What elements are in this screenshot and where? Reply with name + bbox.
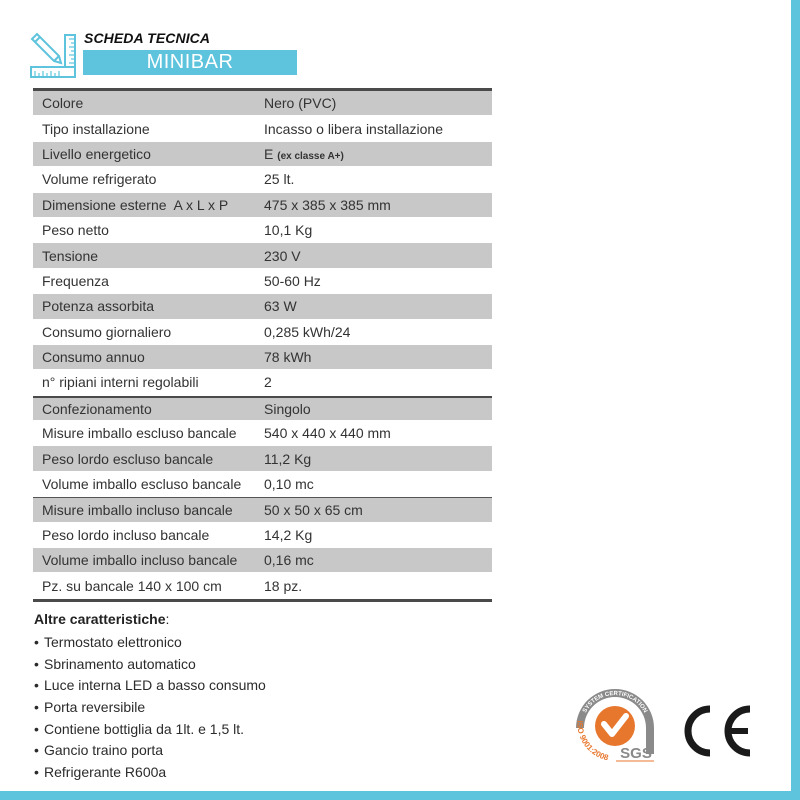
spec-label: Volume imballo escluso bancale xyxy=(42,476,242,493)
spec-label: Livello energetico xyxy=(42,145,151,162)
feature-text: Porta reversibile xyxy=(44,699,146,716)
spec-row-misure-imballo-escluso xyxy=(33,421,492,446)
spec-value: 475 x 385 x 385 mm xyxy=(264,196,391,213)
feature-text: Sbrinamento automatico xyxy=(44,655,196,672)
spec-row-tipo-installazione xyxy=(33,116,492,141)
spec-value: 18 pz. xyxy=(264,577,303,594)
feature-item xyxy=(34,654,266,676)
spec-value-group xyxy=(264,146,492,162)
spec-row-volume-imballo-incluso xyxy=(33,548,492,573)
spec-label: n° ripiani interni regolabili xyxy=(42,374,199,391)
spec-label: Peso lordo incluso bancale xyxy=(42,526,210,543)
feature-item xyxy=(34,632,266,654)
feature-item xyxy=(34,740,266,762)
spec-value: 2 xyxy=(264,374,272,391)
features-heading xyxy=(34,611,266,627)
bullet-icon: • xyxy=(34,655,39,672)
spec-value: 50-60 Hz xyxy=(264,272,321,289)
spec-row-livello-energetico xyxy=(33,142,492,167)
frame-border-right xyxy=(791,0,800,800)
feature-text: Termostato elettronico xyxy=(44,634,182,650)
spec-row-consumo-annuo xyxy=(33,345,492,370)
spec-row-misure-imballo-incluso xyxy=(33,497,492,522)
spec-label: Dimensione esterne A x L x P xyxy=(42,196,229,213)
product-title-banner: MINIBAR xyxy=(83,50,297,75)
bullet-icon: • xyxy=(34,742,39,759)
spec-row-volume-refrigerato xyxy=(33,167,492,192)
spec-label: Colore xyxy=(42,95,84,112)
spec-row-colore xyxy=(33,91,492,116)
bullet-icon: • xyxy=(34,634,39,650)
spec-label: Volume refrigerato xyxy=(42,171,157,188)
spec-row-dimensione-esterne xyxy=(33,193,492,218)
iso-standard-text: ISO 9001:2008 xyxy=(575,720,610,763)
feature-text: Contiene bottiglia da 1lt. e 1,5 lt. xyxy=(44,720,245,737)
spec-value: Singolo xyxy=(264,400,311,417)
spec-label: Tipo installazione xyxy=(42,120,150,137)
bullet-icon: • xyxy=(34,699,39,716)
spec-value: 540 x 440 x 440 mm xyxy=(264,425,391,442)
feature-item xyxy=(34,762,266,784)
spec-value: Incasso o libera installazione xyxy=(264,120,443,137)
spec-label: Misure imballo incluso bancale xyxy=(42,501,233,518)
spec-value: 10,1 Kg xyxy=(264,222,313,239)
sgs-arc-text: SYSTEM CERTIFICATION xyxy=(582,690,648,714)
spec-value: 50 x 50 x 65 cm xyxy=(264,501,363,518)
spec-row-peso-netto xyxy=(33,218,492,243)
spec-row-pz-su-bancale xyxy=(33,573,492,598)
sgs-iso-certification-logo xyxy=(566,676,664,764)
spec-label: Frequenza xyxy=(42,272,109,289)
feature-text: Refrigerante R600a xyxy=(44,764,167,781)
spec-label: Volume imballo incluso bancale xyxy=(42,552,238,569)
spec-value: 25 lt. xyxy=(264,171,295,188)
spec-value: 230 V xyxy=(264,247,301,264)
spec-label: Tensione xyxy=(42,247,99,264)
spec-value: 0,10 mc xyxy=(264,476,314,493)
spec-label: Potenza assorbita xyxy=(42,298,155,315)
spec-value: 0,16 mc xyxy=(264,552,314,569)
spec-label: Consumo annuo xyxy=(42,349,145,366)
energy-class: E xyxy=(264,145,274,162)
spec-value: 14,2 Kg xyxy=(264,526,313,543)
spec-row-peso-lordo-incluso xyxy=(33,523,492,548)
spec-value: Nero (PVC) xyxy=(264,95,337,112)
bullet-icon: • xyxy=(34,677,39,694)
spec-value: 78 kWh xyxy=(264,349,312,366)
sgs-brand-text: SGS xyxy=(620,745,652,762)
feature-item xyxy=(34,675,266,697)
spec-row-tensione xyxy=(33,243,492,268)
feature-item xyxy=(34,719,266,741)
frame-border-bottom xyxy=(0,791,800,800)
ce-mark-icon xyxy=(680,704,756,758)
bullet-icon: • xyxy=(34,764,39,781)
spec-row-ripiani xyxy=(33,370,492,395)
spec-row-confezionamento xyxy=(33,396,492,421)
features-heading-text: Altre caratteristiche xyxy=(34,611,166,627)
spec-value: 63 W xyxy=(264,298,297,315)
energy-class-note: (ex classe A+) xyxy=(277,150,344,162)
features-heading-colon: : xyxy=(165,611,170,627)
spec-value: 0,285 kWh/24 xyxy=(264,323,351,340)
spec-row-volume-imballo-escluso xyxy=(33,472,492,497)
spec-label: Consumo giornaliero xyxy=(42,323,172,340)
spec-row-frequenza xyxy=(33,269,492,294)
spec-label: Peso netto xyxy=(42,222,109,239)
feature-text: Luce interna LED a basso consumo xyxy=(44,677,266,694)
spec-value: 11,2 Kg xyxy=(264,450,312,467)
ruler-pencil-icon xyxy=(29,31,77,79)
spec-label: Pz. su bancale 140 x 100 cm xyxy=(42,577,222,594)
feature-text: Gancio traino porta xyxy=(44,742,164,759)
bullet-icon: • xyxy=(34,720,39,737)
spec-label: Confezionamento xyxy=(42,400,152,417)
spec-table xyxy=(33,88,492,602)
spec-row-potenza-assorbita xyxy=(33,294,492,319)
spec-row-peso-lordo-escluso xyxy=(33,446,492,471)
spec-row-consumo-giornaliero xyxy=(33,320,492,345)
feature-item xyxy=(34,697,266,719)
spec-label: Peso lordo escluso bancale xyxy=(42,450,214,467)
document-subtitle: SCHEDA TECNICA xyxy=(84,30,211,46)
spec-label: Misure imballo escluso bancale xyxy=(42,425,237,442)
features-section xyxy=(34,611,266,784)
